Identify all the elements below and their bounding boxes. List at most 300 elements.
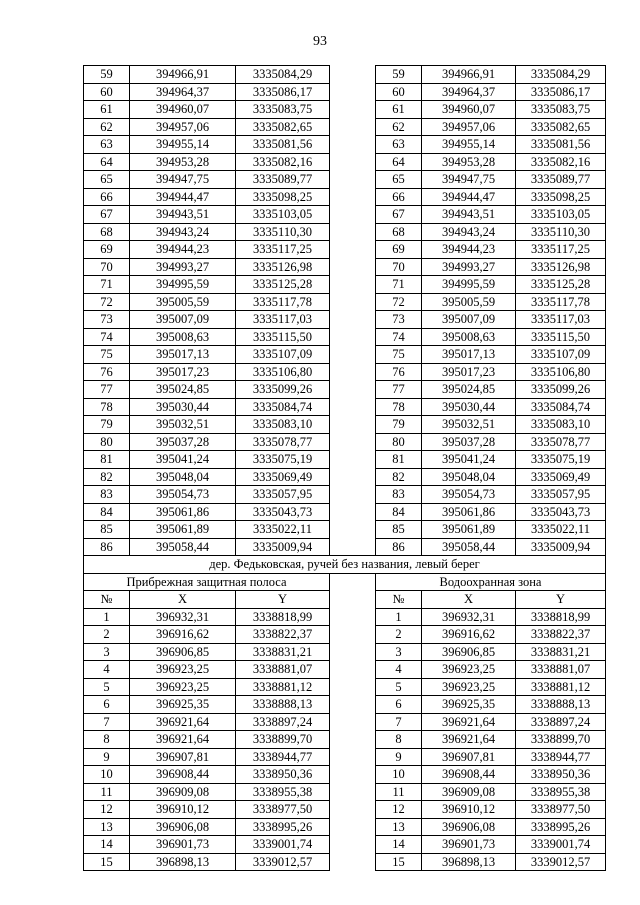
y-coordinate-cell: 3335082,65 — [516, 118, 606, 136]
point-number-cell: 60 — [84, 83, 130, 101]
table-row — [84, 696, 606, 714]
y-coordinate-cell: 3338995,26 — [516, 818, 606, 836]
x-coordinate-cell: 396906,08 — [422, 818, 516, 836]
y-coordinate-cell: 3338897,24 — [236, 713, 330, 731]
table-row — [84, 118, 606, 136]
x-coordinate-cell: 394943,24 — [130, 223, 236, 241]
y-coordinate-cell: 3335043,73 — [236, 503, 330, 521]
y-coordinate-cell: 3338950,36 — [516, 766, 606, 784]
gap-cell — [330, 766, 376, 784]
y-coordinate-cell: 3335117,03 — [516, 311, 606, 329]
x-coordinate-cell: 396909,08 — [130, 783, 236, 801]
x-coordinate-cell: 394953,28 — [422, 153, 516, 171]
table-row — [84, 661, 606, 679]
x-coordinate-cell: 396916,62 — [422, 626, 516, 644]
point-number-cell: 3 — [376, 643, 422, 661]
x-coordinate-cell: 395007,09 — [422, 311, 516, 329]
point-number-cell: 7 — [84, 713, 130, 731]
gap-cell — [330, 433, 376, 451]
gap-cell — [330, 801, 376, 819]
y-coordinate-cell: 3338897,24 — [516, 713, 606, 731]
y-coordinate-cell: 3338888,13 — [516, 696, 606, 714]
y-coordinate-cell: 3335084,74 — [516, 398, 606, 416]
table-row — [84, 626, 606, 644]
gap-cell — [330, 713, 376, 731]
x-coordinate-cell: 396901,73 — [130, 836, 236, 854]
col-header-num: № — [84, 591, 130, 609]
point-number-cell: 13 — [84, 818, 130, 836]
point-number-cell: 59 — [84, 66, 130, 84]
table-row — [84, 538, 606, 556]
table-row — [84, 328, 606, 346]
gap-cell — [330, 661, 376, 679]
y-coordinate-cell: 3335078,77 — [236, 433, 330, 451]
table-row — [84, 783, 606, 801]
gap-cell — [330, 486, 376, 504]
gap-cell — [330, 83, 376, 101]
point-number-cell: 70 — [376, 258, 422, 276]
y-coordinate-cell: 3338950,36 — [236, 766, 330, 784]
point-number-cell: 67 — [84, 206, 130, 224]
table-row — [84, 66, 606, 84]
x-coordinate-cell: 394966,91 — [130, 66, 236, 84]
y-coordinate-cell: 3335125,28 — [516, 276, 606, 294]
point-number-cell: 10 — [84, 766, 130, 784]
x-coordinate-cell: 395058,44 — [130, 538, 236, 556]
table-row — [84, 258, 606, 276]
table-row — [84, 83, 606, 101]
col-header-x: X — [422, 591, 516, 609]
gap-cell — [330, 101, 376, 119]
y-coordinate-cell: 3335078,77 — [516, 433, 606, 451]
y-coordinate-cell: 3335126,98 — [236, 258, 330, 276]
gap-cell — [330, 171, 376, 189]
gap-cell — [330, 731, 376, 749]
y-coordinate-cell: 3335115,50 — [516, 328, 606, 346]
y-coordinate-cell: 3338995,26 — [236, 818, 330, 836]
x-coordinate-cell: 395061,89 — [130, 521, 236, 539]
x-coordinate-cell: 396907,81 — [130, 748, 236, 766]
x-coordinate-cell: 395024,85 — [130, 381, 236, 399]
point-number-cell: 86 — [376, 538, 422, 556]
y-coordinate-cell: 3335110,30 — [236, 223, 330, 241]
point-number-cell: 9 — [376, 748, 422, 766]
gap-cell — [330, 626, 376, 644]
table-row — [84, 153, 606, 171]
y-coordinate-cell: 3335107,09 — [236, 346, 330, 364]
x-coordinate-cell: 395017,13 — [422, 346, 516, 364]
point-number-cell: 11 — [376, 783, 422, 801]
y-coordinate-cell: 3335069,49 — [236, 468, 330, 486]
point-number-cell: 80 — [84, 433, 130, 451]
x-coordinate-cell: 395061,86 — [130, 503, 236, 521]
x-coordinate-cell: 395017,23 — [130, 363, 236, 381]
y-coordinate-cell: 3335084,29 — [516, 66, 606, 84]
x-coordinate-cell: 396908,44 — [130, 766, 236, 784]
point-number-cell: 74 — [84, 328, 130, 346]
table-row — [84, 188, 606, 206]
y-coordinate-cell: 3338818,99 — [236, 608, 330, 626]
point-number-cell: 82 — [84, 468, 130, 486]
point-number-cell: 68 — [84, 223, 130, 241]
x-coordinate-cell: 396906,85 — [130, 643, 236, 661]
x-coordinate-cell: 396921,64 — [422, 731, 516, 749]
y-coordinate-cell: 3338977,50 — [516, 801, 606, 819]
y-coordinate-cell: 3335075,19 — [236, 451, 330, 469]
table-row — [84, 206, 606, 224]
y-coordinate-cell: 3335082,65 — [236, 118, 330, 136]
point-number-cell: 62 — [84, 118, 130, 136]
y-coordinate-cell: 3335098,25 — [236, 188, 330, 206]
y-coordinate-cell: 3335084,29 — [236, 66, 330, 84]
point-number-cell: 76 — [84, 363, 130, 381]
y-coordinate-cell: 3338831,21 — [516, 643, 606, 661]
x-coordinate-cell: 395054,73 — [422, 486, 516, 504]
table-row — [84, 101, 606, 119]
point-number-cell: 71 — [376, 276, 422, 294]
x-coordinate-cell: 394943,24 — [422, 223, 516, 241]
y-coordinate-cell: 3335099,26 — [236, 381, 330, 399]
section-title: дер. Федьковская, ручей без названия, левый берег — [84, 556, 606, 574]
point-number-cell: 78 — [376, 398, 422, 416]
gap-cell — [330, 328, 376, 346]
point-number-cell: 61 — [84, 101, 130, 119]
y-coordinate-cell: 3335084,74 — [236, 398, 330, 416]
page-number: 93 — [313, 34, 327, 49]
x-coordinate-cell: 396916,62 — [130, 626, 236, 644]
point-number-cell: 79 — [376, 416, 422, 434]
point-number-cell: 13 — [376, 818, 422, 836]
gap-cell — [330, 153, 376, 171]
y-coordinate-cell: 3335057,95 — [236, 486, 330, 504]
left-heading: Прибрежная защитная полоса — [84, 573, 330, 591]
y-coordinate-cell: 3335069,49 — [516, 468, 606, 486]
y-coordinate-cell: 3335009,94 — [516, 538, 606, 556]
point-number-cell: 5 — [84, 678, 130, 696]
y-coordinate-cell: 3335106,80 — [516, 363, 606, 381]
point-number-cell: 4 — [84, 661, 130, 679]
table-row — [84, 468, 606, 486]
point-number-cell: 72 — [84, 293, 130, 311]
gap-cell — [330, 696, 376, 714]
point-number-cell: 12 — [376, 801, 422, 819]
table-row — [84, 731, 606, 749]
y-coordinate-cell: 3335083,75 — [236, 101, 330, 119]
x-coordinate-cell: 395048,04 — [130, 468, 236, 486]
point-number-cell: 62 — [376, 118, 422, 136]
point-number-cell: 77 — [84, 381, 130, 399]
y-coordinate-cell: 3335103,05 — [236, 206, 330, 224]
gap-cell — [330, 258, 376, 276]
table-row — [84, 293, 606, 311]
point-number-cell: 72 — [376, 293, 422, 311]
y-coordinate-cell: 3335081,56 — [236, 136, 330, 154]
y-coordinate-cell: 3335083,10 — [236, 416, 330, 434]
point-number-cell: 63 — [84, 136, 130, 154]
point-number-cell: 73 — [376, 311, 422, 329]
table-row — [84, 241, 606, 259]
y-coordinate-cell: 3339001,74 — [516, 836, 606, 854]
x-coordinate-cell: 396921,64 — [422, 713, 516, 731]
point-number-cell: 81 — [376, 451, 422, 469]
x-coordinate-cell: 394944,47 — [130, 188, 236, 206]
x-coordinate-cell: 394947,75 — [130, 171, 236, 189]
gap-cell — [330, 346, 376, 364]
y-coordinate-cell: 3335098,25 — [516, 188, 606, 206]
coordinates-table — [83, 65, 606, 871]
y-coordinate-cell: 3338944,77 — [236, 748, 330, 766]
gap-cell — [330, 223, 376, 241]
x-coordinate-cell: 394943,51 — [422, 206, 516, 224]
gap-cell — [330, 503, 376, 521]
point-number-cell: 11 — [84, 783, 130, 801]
point-number-cell: 84 — [376, 503, 422, 521]
col-header-num: № — [376, 591, 422, 609]
point-number-cell: 6 — [376, 696, 422, 714]
point-number-cell: 78 — [84, 398, 130, 416]
point-number-cell: 5 — [376, 678, 422, 696]
col-header-x: X — [130, 591, 236, 609]
y-coordinate-cell: 3338955,38 — [516, 783, 606, 801]
gap-cell — [330, 276, 376, 294]
table-row — [84, 853, 606, 871]
x-coordinate-cell: 395005,59 — [422, 293, 516, 311]
x-coordinate-cell: 394947,75 — [422, 171, 516, 189]
point-number-cell: 12 — [84, 801, 130, 819]
table-row — [84, 381, 606, 399]
point-number-cell: 83 — [84, 486, 130, 504]
x-coordinate-cell: 395030,44 — [130, 398, 236, 416]
table-row — [84, 748, 606, 766]
table-row — [84, 223, 606, 241]
gap-cell — [330, 678, 376, 696]
table-row — [84, 171, 606, 189]
x-coordinate-cell: 394957,06 — [130, 118, 236, 136]
point-number-cell: 8 — [84, 731, 130, 749]
y-coordinate-cell: 3335022,11 — [236, 521, 330, 539]
gap-cell — [330, 416, 376, 434]
y-coordinate-cell: 3335083,75 — [516, 101, 606, 119]
x-coordinate-cell: 396901,73 — [422, 836, 516, 854]
gap-cell — [330, 818, 376, 836]
y-coordinate-cell: 3335089,77 — [236, 171, 330, 189]
point-number-cell: 15 — [84, 853, 130, 871]
y-coordinate-cell: 3335117,78 — [236, 293, 330, 311]
y-coordinate-cell: 3335126,98 — [516, 258, 606, 276]
y-coordinate-cell: 3335086,17 — [236, 83, 330, 101]
gap-cell — [330, 363, 376, 381]
table-row — [84, 433, 606, 451]
x-coordinate-cell: 395054,73 — [130, 486, 236, 504]
x-coordinate-cell: 396906,08 — [130, 818, 236, 836]
y-coordinate-cell: 3335117,25 — [236, 241, 330, 259]
point-number-cell: 1 — [376, 608, 422, 626]
x-coordinate-cell: 394944,23 — [130, 241, 236, 259]
x-coordinate-cell: 396921,64 — [130, 713, 236, 731]
point-number-cell: 15 — [376, 853, 422, 871]
y-coordinate-cell: 3335106,80 — [236, 363, 330, 381]
table-row — [84, 416, 606, 434]
point-number-cell: 75 — [376, 346, 422, 364]
gap-cell — [330, 748, 376, 766]
table-row — [84, 363, 606, 381]
table-row — [84, 136, 606, 154]
x-coordinate-cell: 394964,37 — [130, 83, 236, 101]
point-number-cell: 80 — [376, 433, 422, 451]
x-coordinate-cell: 394944,47 — [422, 188, 516, 206]
gap-cell — [330, 591, 376, 609]
y-coordinate-cell: 3338888,13 — [236, 696, 330, 714]
x-coordinate-cell: 394995,59 — [422, 276, 516, 294]
gap-cell — [330, 66, 376, 84]
x-coordinate-cell: 394953,28 — [130, 153, 236, 171]
x-coordinate-cell: 396925,35 — [130, 696, 236, 714]
point-number-cell: 14 — [84, 836, 130, 854]
point-number-cell: 9 — [84, 748, 130, 766]
x-coordinate-cell: 395005,59 — [130, 293, 236, 311]
gap-cell — [330, 293, 376, 311]
x-coordinate-cell: 394943,51 — [130, 206, 236, 224]
gap-cell — [330, 783, 376, 801]
y-coordinate-cell: 3338818,99 — [516, 608, 606, 626]
x-coordinate-cell: 395037,28 — [422, 433, 516, 451]
y-coordinate-cell: 3338831,21 — [236, 643, 330, 661]
x-coordinate-cell: 396923,25 — [422, 661, 516, 679]
point-number-cell: 82 — [376, 468, 422, 486]
table-row — [84, 713, 606, 731]
y-coordinate-cell: 3338822,37 — [236, 626, 330, 644]
gap-cell — [330, 188, 376, 206]
gap-cell — [330, 643, 376, 661]
x-coordinate-cell: 396910,12 — [422, 801, 516, 819]
table-row — [84, 643, 606, 661]
point-number-cell: 7 — [376, 713, 422, 731]
point-number-cell: 14 — [376, 836, 422, 854]
x-coordinate-cell: 395017,13 — [130, 346, 236, 364]
x-coordinate-cell: 396923,25 — [130, 661, 236, 679]
x-coordinate-cell: 395008,63 — [130, 328, 236, 346]
col-header-y: Y — [516, 591, 606, 609]
y-coordinate-cell: 3338822,37 — [516, 626, 606, 644]
x-coordinate-cell: 396909,08 — [422, 783, 516, 801]
point-number-cell: 85 — [84, 521, 130, 539]
gap-cell — [330, 398, 376, 416]
x-coordinate-cell: 396907,81 — [422, 748, 516, 766]
point-number-cell: 63 — [376, 136, 422, 154]
y-coordinate-cell: 3338955,38 — [236, 783, 330, 801]
table-row — [84, 346, 606, 364]
table-row — [84, 398, 606, 416]
x-coordinate-cell: 395037,28 — [130, 433, 236, 451]
y-coordinate-cell: 3335043,73 — [516, 503, 606, 521]
point-number-cell: 6 — [84, 696, 130, 714]
y-coordinate-cell: 3338881,12 — [516, 678, 606, 696]
gap-cell — [330, 311, 376, 329]
y-coordinate-cell: 3335086,17 — [516, 83, 606, 101]
point-number-cell: 10 — [376, 766, 422, 784]
y-coordinate-cell: 3339001,74 — [236, 836, 330, 854]
x-coordinate-cell: 396923,25 — [130, 678, 236, 696]
x-coordinate-cell: 396921,64 — [130, 731, 236, 749]
x-coordinate-cell: 395032,51 — [422, 416, 516, 434]
point-number-cell: 74 — [376, 328, 422, 346]
x-coordinate-cell: 395032,51 — [130, 416, 236, 434]
gap-cell — [330, 468, 376, 486]
x-coordinate-cell: 395041,24 — [130, 451, 236, 469]
bottom-rows — [84, 608, 606, 871]
x-coordinate-cell: 396932,31 — [422, 608, 516, 626]
point-number-cell: 76 — [376, 363, 422, 381]
y-coordinate-cell: 3335082,16 — [516, 153, 606, 171]
y-coordinate-cell: 3335115,50 — [236, 328, 330, 346]
x-coordinate-cell: 395041,24 — [422, 451, 516, 469]
x-coordinate-cell: 394995,59 — [130, 276, 236, 294]
point-number-cell: 1 — [84, 608, 130, 626]
gap-cell — [330, 206, 376, 224]
x-coordinate-cell: 395061,89 — [422, 521, 516, 539]
table-row — [84, 451, 606, 469]
point-number-cell: 2 — [84, 626, 130, 644]
x-coordinate-cell: 395008,63 — [422, 328, 516, 346]
gap-cell — [330, 381, 376, 399]
gap-cell — [330, 241, 376, 259]
x-coordinate-cell: 396898,13 — [422, 853, 516, 871]
x-coordinate-cell: 394957,06 — [422, 118, 516, 136]
y-coordinate-cell: 3338977,50 — [236, 801, 330, 819]
y-coordinate-cell: 3339012,57 — [516, 853, 606, 871]
gap-cell — [330, 136, 376, 154]
y-coordinate-cell: 3335117,78 — [516, 293, 606, 311]
point-number-cell: 84 — [84, 503, 130, 521]
x-coordinate-cell: 394960,07 — [130, 101, 236, 119]
point-number-cell: 81 — [84, 451, 130, 469]
x-coordinate-cell: 394960,07 — [422, 101, 516, 119]
y-coordinate-cell: 3338881,07 — [516, 661, 606, 679]
x-coordinate-cell: 395017,23 — [422, 363, 516, 381]
table-row — [84, 311, 606, 329]
y-coordinate-cell: 3339012,57 — [236, 853, 330, 871]
table-row — [84, 503, 606, 521]
point-number-cell: 61 — [376, 101, 422, 119]
table-row — [84, 276, 606, 294]
gap-cell — [330, 538, 376, 556]
point-number-cell: 70 — [84, 258, 130, 276]
gap-cell — [330, 573, 376, 591]
y-coordinate-cell: 3338881,07 — [236, 661, 330, 679]
point-number-cell: 69 — [84, 241, 130, 259]
gap-cell — [330, 608, 376, 626]
point-number-cell: 65 — [84, 171, 130, 189]
col-header-y: Y — [236, 591, 330, 609]
point-number-cell: 86 — [84, 538, 130, 556]
point-number-cell: 8 — [376, 731, 422, 749]
x-coordinate-cell: 394955,14 — [130, 136, 236, 154]
point-number-cell: 71 — [84, 276, 130, 294]
y-coordinate-cell: 3335125,28 — [236, 276, 330, 294]
y-coordinate-cell: 3335081,56 — [516, 136, 606, 154]
point-number-cell: 66 — [376, 188, 422, 206]
x-coordinate-cell: 395061,86 — [422, 503, 516, 521]
y-coordinate-cell: 3335022,11 — [516, 521, 606, 539]
point-number-cell: 73 — [84, 311, 130, 329]
x-coordinate-cell: 394993,27 — [130, 258, 236, 276]
right-heading: Водоохранная зона — [376, 573, 606, 591]
point-number-cell: 67 — [376, 206, 422, 224]
point-number-cell: 83 — [376, 486, 422, 504]
point-number-cell: 66 — [84, 188, 130, 206]
section-header — [84, 556, 606, 609]
point-number-cell: 4 — [376, 661, 422, 679]
